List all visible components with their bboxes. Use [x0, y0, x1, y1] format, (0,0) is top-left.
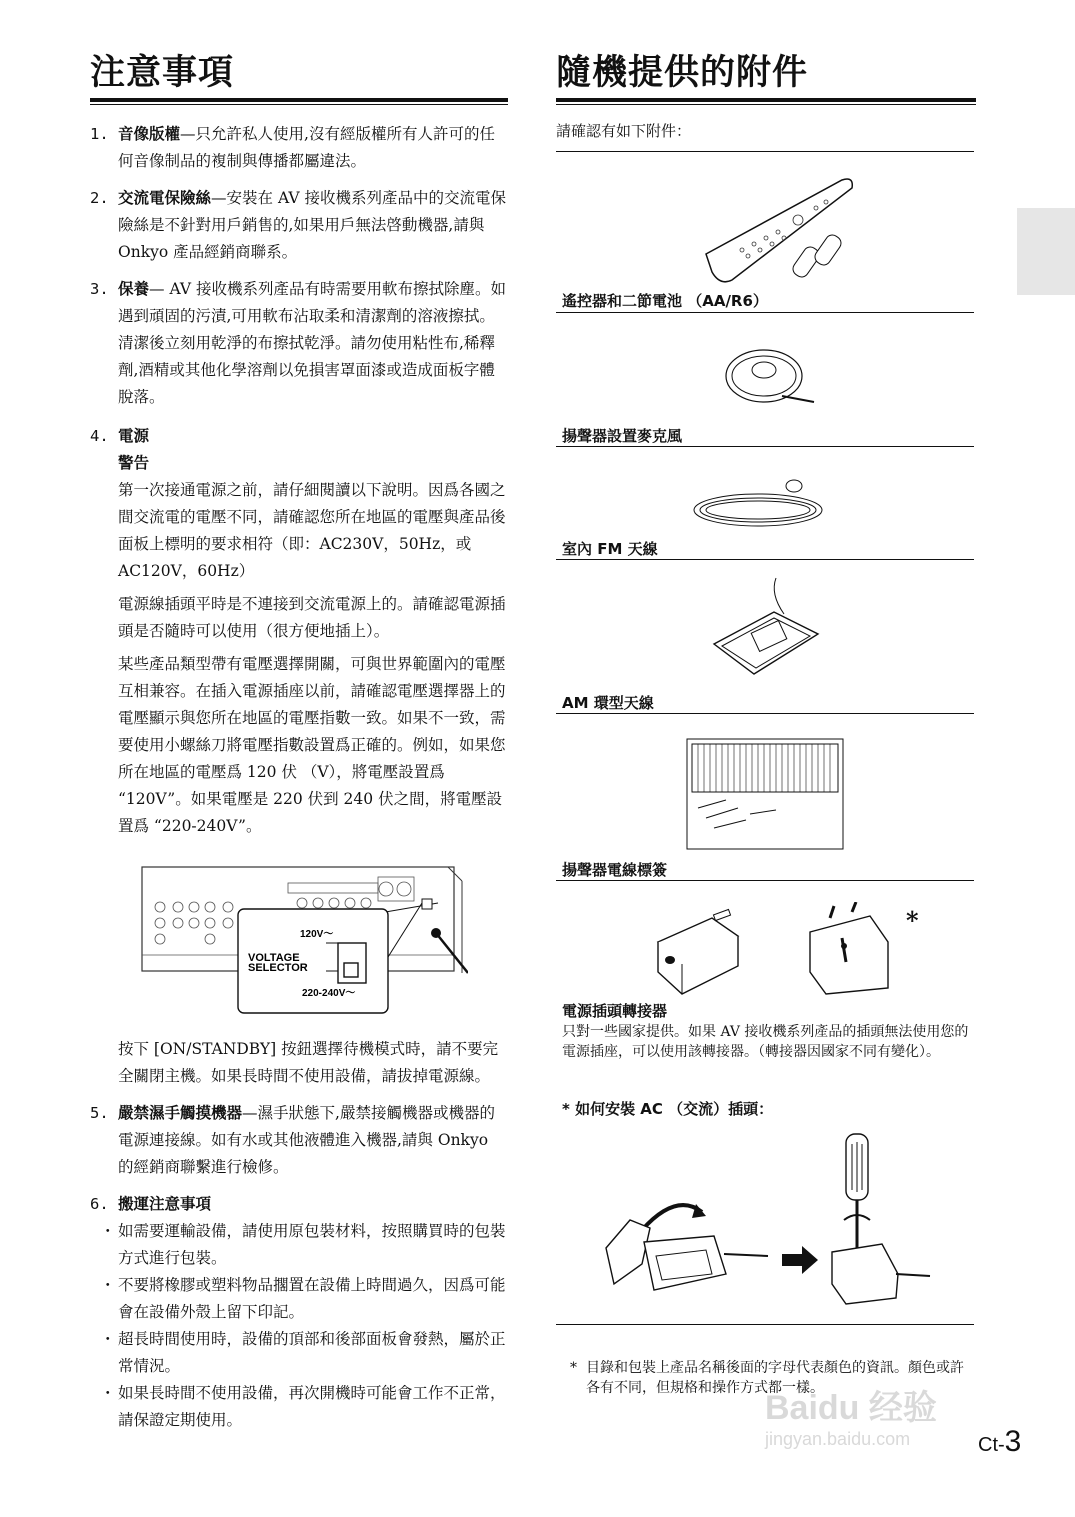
remote-control-icon — [702, 176, 862, 286]
precaution-5 — [90, 1100, 508, 1181]
acc-adapter-label: 電源插頭轉接器 — [562, 1002, 668, 1020]
power-paragraph-3: 某些產品類型帶有電壓選擇開關，可與世界範圍內的電壓互相兼容。在插入電源插座以前，請確認電壓選擇器上的電壓顯示與您所在地區的電壓指數一致。如果不一致，需要使用小螺絲刀將電壓指數設置爲正確的。例如，如果您所在地區的電壓爲 120 伏 （V），將電壓設置爲 “120V”。如果電壓是 220 伏到 240 伏之間，將電壓設置爲 “220-240V”。 — [118, 655, 506, 835]
adapter-star: * — [906, 906, 919, 935]
divider — [556, 559, 974, 560]
setup-microphone-icon — [722, 340, 822, 412]
precaution-6 — [90, 1191, 508, 1434]
item-heading: 嚴禁濕手觸摸機器 — [118, 1104, 243, 1122]
item-body: — AV 接收機系列產品有時需要用軟布擦拭除塵。如遇到頑固的污漬,可用軟布沾取柔和清潔劑的溶液擦拭。清潔後立刻用乾淨的布擦拭乾淨。請勿使用粘性布,稀釋劑,酒精或其他化學溶劑以免損害罩面漆或造成面板字體脫落。 — [118, 280, 506, 406]
transport-item-3: ・ 超長時間使用時，設備的頂部和後部面板會發熱，屬於正常情況。 — [100, 1330, 506, 1375]
item-number: 5. — [90, 1104, 109, 1122]
am-loop-antenna-icon — [704, 574, 824, 684]
acc-am-label: AM 環型天線 — [562, 694, 654, 712]
page-number: Ct-3 — [978, 1425, 1022, 1458]
fm-antenna-icon — [690, 474, 830, 534]
power-paragraph-4: 按下 [ON/STANDBY] 按鈕選擇待機模式時，請不要完全關閉主機。如果長時間不使用設備，請拔掉電源線。 — [118, 1040, 499, 1085]
title-rule — [556, 98, 976, 105]
speaker-cable-labels-icon — [686, 738, 844, 850]
footnote-text: 目錄和包裝上產品名稱後面的字母代表顏色的資訊。顏色或許各有不同，但規格和操作方式都一樣。 — [586, 1360, 964, 1396]
label-voltage: VOLTAGE — [248, 952, 300, 964]
item-number: 3. — [90, 280, 109, 298]
plug-installation-illustration — [596, 1124, 936, 1312]
install-plug-heading: * 如何安裝 AC （交流）插頭： — [562, 1100, 774, 1118]
voltage-selector-illustration — [138, 863, 468, 1015]
section-title-accessories: 隨機提供的附件 — [556, 53, 809, 93]
label-220-240v: 220-240V～ — [302, 988, 356, 999]
precaution-1 — [90, 121, 508, 175]
transport-item-1: ・ 如需要運輸設備，請使用原包裝材料，按照購買時的包裝方式進行包裝。 — [100, 1222, 506, 1267]
watermark: Baidu 经验 jingyan.baidu.com — [765, 1389, 937, 1449]
title-rule — [90, 98, 508, 105]
power-paragraph-1: 第一次接通電源之前，請仔細閱讀以下說明。因爲各國之間交流電的電壓不同，請確認您所在地區的電壓與產品後面板上標明的要求相符（即：AC230V，50Hz，或 AC120V，60Hz） — [118, 481, 506, 580]
item-heading: 搬運注意事項 — [118, 1195, 212, 1213]
adapter-note: 只對一些國家提供。如果 AV 接收機系列產品的插頭無法使用您的電源插座，可以使用該轉接器。（轉接器因國家不同有變化）。 — [562, 1024, 969, 1060]
item-body: —安裝在 AV 接收機系列產品中的交流電保險絲是不針對用戶銷售的,如果用戶無法啓動機器,請與 Onkyo 產品經銷商聯系。 — [118, 189, 506, 261]
plug-adapter-uk-icon — [800, 902, 896, 998]
precaution-3 — [90, 276, 508, 411]
item-heading: 音像版權 — [118, 125, 181, 143]
divider — [556, 151, 974, 152]
item-heading: 交流電保險絲 — [118, 189, 212, 207]
item-body: —只允許私人使用,沒有經版權所有人許可的任何音像制品的複制與傳播都屬違法。 — [118, 125, 495, 170]
label-120v: 120V～ — [300, 929, 334, 940]
acc-remote-label: 遙控器和二節電池 （AA/R6） — [562, 292, 768, 310]
acc-fm-label: 室內 FM 天線 — [562, 540, 658, 558]
item-number: 4. — [90, 427, 109, 445]
plug-adapter-us-icon — [652, 902, 748, 998]
arrow-icon — [782, 1246, 818, 1274]
item-heading: 電源 — [118, 427, 150, 445]
divider — [556, 880, 974, 881]
chapter-tab — [1017, 208, 1075, 295]
footnote-mark: * — [570, 1360, 577, 1376]
precaution-2 — [90, 185, 508, 266]
item-body: —濕手狀態下,嚴禁接觸機器或機器的電源連接線。如有水或其他液體進入機器,請與 Onkyo 的經銷商聯繫進行檢修。 — [118, 1104, 495, 1176]
right-column — [556, 50, 976, 1396]
power-paragraph-2: 電源線插頭平時是不連接到交流電源上的。請確認電源插頭是否隨時可以使用（很方便地插上）。 — [118, 595, 506, 640]
transport-item-2: ・ 不要將橡膠或塑料物品擱置在設備上時間過久，因爲可能會在設備外殼上留下印記。 — [100, 1276, 506, 1321]
left-column — [90, 50, 508, 1434]
item-number: 2. — [90, 189, 109, 207]
acc-mic-label: 揚聲器設置麥克風 — [562, 427, 683, 445]
accessories-intro: 請確認有如下附件： — [556, 122, 692, 140]
transport-item-4: ・ 如果長時間不使用設備，再次開機時可能會工作不正常，請保證定期使用。 — [100, 1384, 506, 1429]
section-title-precautions: 注意事項 — [90, 53, 235, 93]
item-number: 1. — [90, 125, 109, 143]
divider — [556, 1324, 974, 1325]
item-heading: 保養 — [118, 280, 150, 298]
label-selector: SELECTOR — [248, 962, 308, 974]
item-number: 6. — [90, 1195, 109, 1213]
warning-heading: 警告 — [118, 454, 150, 472]
acc-labels-label: 揚聲器電線標簽 — [562, 861, 668, 879]
divider — [556, 713, 974, 714]
divider — [556, 312, 974, 313]
divider — [556, 446, 974, 447]
